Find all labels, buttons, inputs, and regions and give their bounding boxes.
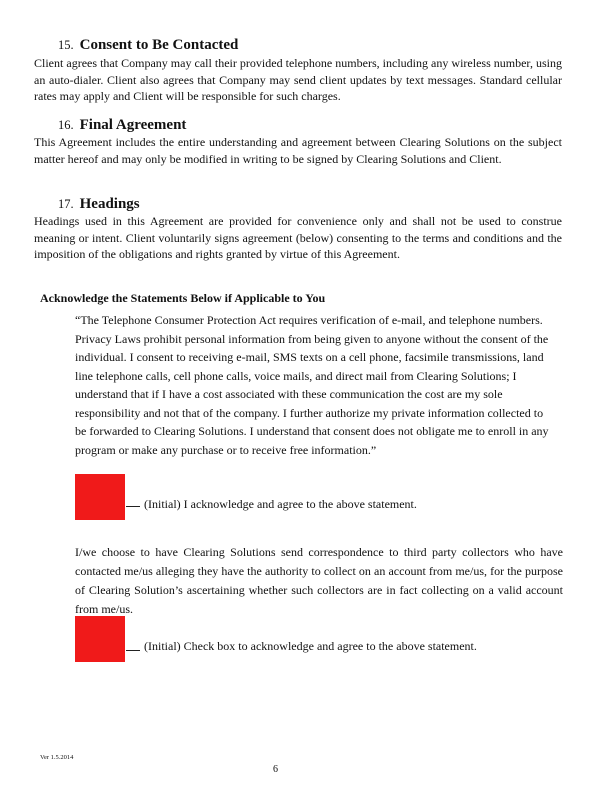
acknowledge-heading: Acknowledge the Statements Below if Applicable to You — [40, 291, 326, 305]
initial-box-2[interactable] — [75, 616, 125, 662]
initial-label-2: (Initial) Check box to acknowledge and agree to the above statement. — [144, 639, 477, 653]
initial-line-1 — [126, 506, 140, 507]
version-label: Ver 1.5.2014 — [40, 754, 74, 761]
section-number: 15. — [58, 38, 74, 52]
initial-label-1: (Initial) I acknowledge and agree to the above statement. — [144, 497, 417, 511]
consent-statement: “The Telephone Consumer Protection Act requires verification of e-mail, and telephone numbers. Privacy Laws prohibit personal information from being given to anyone without the consent of the individual. I consent to receiving e-mail, SMS texts on a cell phone, facsimile transmissions, land line telephone calls, cell phone calls, voice mails, and direct mail from Clearing Solutions; I understand that if I have a cost associated with these communication the cost are my sole responsibility and not that of the company. I further authorize my private information collected to be forwarded to Clearing Solutions. I understand that consent does not obligate me to enroll in any program or make any purchase or to receive free information.” — [75, 313, 549, 457]
initial-box-1[interactable] — [75, 474, 125, 520]
section-title: Consent to Be Contacted — [79, 37, 239, 53]
section-16-body: This Agreement includes the entire understanding and agreement between Clearing Solutions on the subject matter hereof and may only be modified in writing to be signed by Clearing Solutions and Client. — [34, 135, 562, 166]
section-17-body: Headings used in this Agreement are provided for convenience only and shall not be used to construe meaning or intent. Client voluntarily signs agreement (below) consenting to the terms and conditions and the imposition of the obligations and rights granted by virtue of this Agreement. — [34, 214, 562, 261]
collectors-statement: I/we choose to have Clearing Solutions send correspondence to third party collectors who have contacted me/us alleging they have the authority to collect on an account from me/us, for the purpose of Clearing Solution’s ascertaining whether such collectors are in fact collecting on a valid account from me/us. — [75, 545, 563, 616]
section-15-body: Client agrees that Company may call their provided telephone numbers, including any wireless number, using an auto-dialer. Client also agrees that Company may send client updates by text messages. Standard cellular rates may apply and Client will be responsible for such charges. — [34, 56, 562, 103]
section-number: 17. — [58, 197, 74, 211]
section-16-heading — [58, 117, 186, 134]
initial-line-2 — [126, 650, 140, 651]
section-title: Headings — [79, 196, 140, 212]
page-number: 6 — [273, 764, 278, 775]
section-title: Final Agreement — [79, 117, 187, 133]
section-17-heading — [58, 196, 140, 213]
section-15-heading — [58, 37, 238, 54]
section-number: 16. — [58, 118, 74, 132]
